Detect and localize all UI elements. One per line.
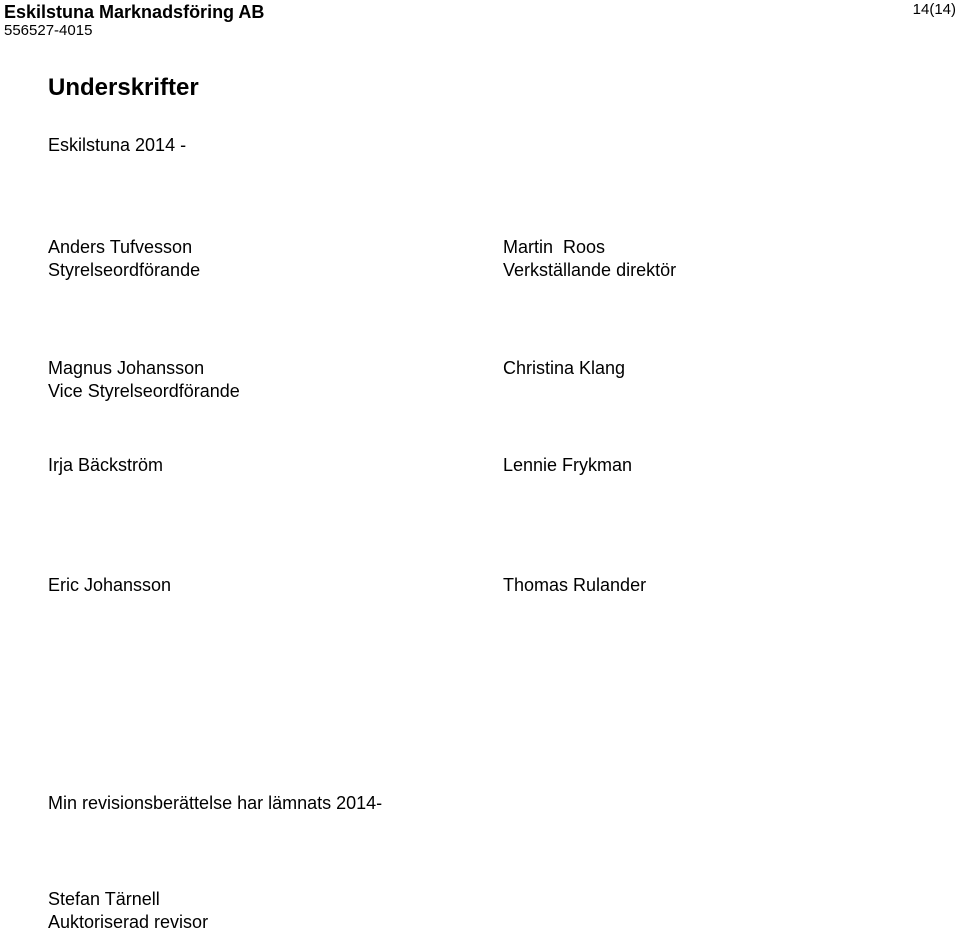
company-name: Eskilstuna Marknadsföring AB bbox=[4, 2, 265, 22]
place-date: Eskilstuna 2014 - bbox=[48, 135, 187, 155]
signature-block-magnus-johansson bbox=[48, 357, 240, 403]
signature-block-auditor bbox=[48, 888, 208, 934]
signature-block-christina-klang bbox=[503, 357, 625, 380]
audit-statement: Min revisionsberättelse har lämnats 2014- bbox=[48, 793, 383, 813]
signatory-name: Christina Klang bbox=[503, 358, 626, 378]
auditor-role: Auktoriserad revisor bbox=[48, 912, 209, 932]
signature-block-anders-tufvesson bbox=[48, 236, 200, 282]
signatory-name: Eric Johansson bbox=[48, 575, 172, 595]
signatory-role: Styrelseordförande bbox=[48, 260, 201, 280]
signature-block-martin-roos bbox=[503, 236, 676, 282]
page-number: 14(14) bbox=[912, 1, 956, 18]
signatory-name: Thomas Rulander bbox=[503, 575, 647, 595]
signatory-role: Vice Styrelseordförande bbox=[48, 381, 240, 401]
signatory-name: Irja Bäckström bbox=[48, 455, 164, 475]
auditor-name: Stefan Tärnell bbox=[48, 889, 160, 909]
org-number: 556527-4015 bbox=[4, 22, 93, 39]
signatory-name: Anders Tufvesson bbox=[48, 237, 193, 257]
page-title: Underskrifter bbox=[48, 74, 199, 101]
signatory-name: Lennie Frykman bbox=[503, 455, 633, 475]
signature-block-thomas-rulander bbox=[503, 574, 646, 597]
signatory-role: Verkställande direktör bbox=[503, 260, 677, 280]
signature-block-irja-backstrom bbox=[48, 454, 163, 477]
signatory-name: Magnus Johansson bbox=[48, 358, 205, 378]
signature-block-lennie-frykman bbox=[503, 454, 632, 477]
signature-block-eric-johansson bbox=[48, 574, 171, 597]
signatory-name: Martin Roos bbox=[503, 237, 606, 257]
